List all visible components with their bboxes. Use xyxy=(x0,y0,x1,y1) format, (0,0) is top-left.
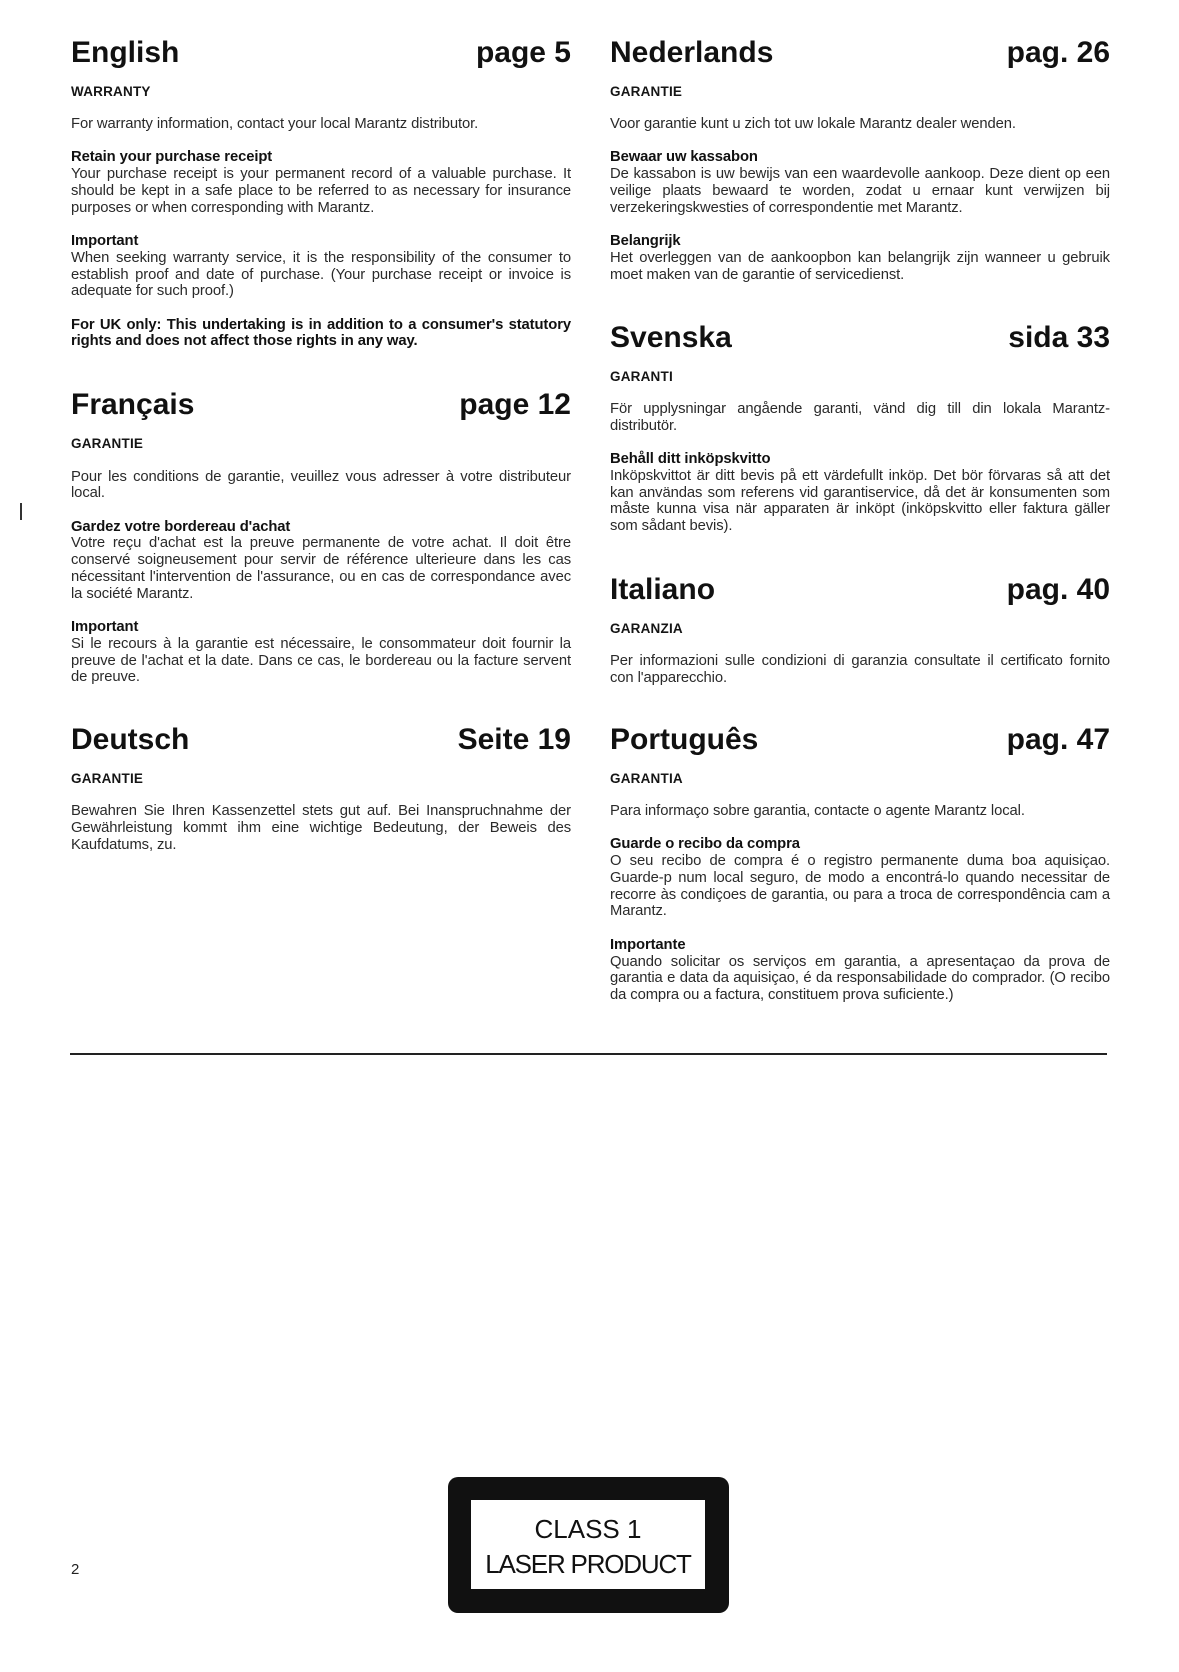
laser-class-text: CLASS 1 xyxy=(534,1514,642,1544)
paragraph xyxy=(71,519,571,603)
paragraph xyxy=(71,469,571,503)
section-subtitle: GARANZIA xyxy=(610,620,683,636)
language-title: Italiano xyxy=(610,572,716,606)
paragraph-text: Voor garantie kunt u zich tot uw lokale Marantz dealer wenden. xyxy=(610,116,1016,132)
language-title: Nederlands xyxy=(610,35,774,69)
section-heading xyxy=(71,388,571,422)
paragraph-title: Behåll ditt inköpskvitto xyxy=(610,451,771,468)
page-reference: Seite 19 xyxy=(457,722,571,756)
page-reference: page 12 xyxy=(459,388,571,421)
paragraph-text: Het overleggen van de aankoopbon kan belangrijk zijn wanneer u gebruik moet maken van de garantie of servicedienst. xyxy=(610,249,1110,283)
uk-notice xyxy=(71,317,571,351)
paragraph-text: För upplysningar angående garanti, vänd dig till din lokala Marantz-distributör. xyxy=(610,401,1110,434)
language-title: Svenska xyxy=(610,320,732,354)
paragraph-title: Belangrijk xyxy=(610,232,681,249)
section-heading xyxy=(71,723,571,757)
language-title: Deutsch xyxy=(71,722,190,756)
paragraph xyxy=(610,937,1110,1004)
laser-class-label xyxy=(448,1477,729,1613)
paragraph xyxy=(71,619,571,686)
scan-mark xyxy=(20,503,22,520)
section-portugues xyxy=(610,723,1110,1004)
paragraph-text: Quando solicitar os serviços em garantia, a apresentaçao da prova de garantia e data da aquisiçao, é da responsabilidade do comprador. (O recibo da compra ou a factura, constituem prova suficiente.) xyxy=(610,953,1110,1004)
section-francais xyxy=(71,388,571,686)
paragraph-text: Per informazioni sulle condizioni di garanzia consultate il certificato fornito con l'apparecchio. xyxy=(610,653,1110,686)
paragraph-text: De kassabon is uw bewijs van een waardevolle aankoop. Deze dient op een veilige plaats bewaard te worden, zodat u ernaar kunt verwijzen bij verzekeringskwesties of correspondentie met Marantz. xyxy=(610,166,1110,216)
section-english xyxy=(71,36,571,351)
section-subtitle: GARANTI xyxy=(610,368,673,384)
page-reference: pag. 40 xyxy=(1006,572,1110,606)
paragraph xyxy=(610,401,1110,435)
paragraph xyxy=(610,116,1110,133)
paragraph-text: Para informaço sobre garantia, contacte o agente Marantz local. xyxy=(610,803,1025,819)
paragraph-text: Inköpskvittot är ditt bevis på ett värdefullt inköp. Det bör förvaras så att det kan användas som referens vid garantiservice, då det är konsumenten som måste kunna visa när apparaten är inköpt (inköpskvitto eller faktura gäller som sådant bevis). xyxy=(610,467,1110,535)
page-number: 2 xyxy=(71,1561,80,1578)
horizontal-divider xyxy=(70,1053,1107,1055)
section-heading xyxy=(610,321,1110,355)
paragraph-text: Pour les conditions de garantie, veuillez vous adresser à votre distributeur local. xyxy=(71,468,571,502)
section-heading xyxy=(610,573,1110,607)
paragraph-text: When seeking warranty service, it is the responsibility of the consumer to establish proof and date of purchase. (Your purchase receipt or invoice is adequate for such proof.) xyxy=(71,249,571,300)
paragraph-text: O seu recibo de compra é o registro permanente duma boa aquisiçao. Guarde-p num local seguro, de modo a encontrá-lo quando necessitar de recorre às condiçoes de garantia, ou para a troca de correspondência cam a Marantz. xyxy=(610,853,1110,920)
paragraph-title: Bewaar uw kassabon xyxy=(610,149,758,166)
paragraph-title: Important xyxy=(71,232,139,249)
paragraph xyxy=(71,233,571,300)
paragraph-title: Guarde o recibo da compra xyxy=(610,836,800,853)
paragraph-text: Your purchase receipt is your permanent record of a valuable purchase. It should be kept in a safe place to be referred to as necessary for insurance purposes or when corresponding with Marantz. xyxy=(71,166,571,216)
section-deutsch xyxy=(71,723,571,854)
paragraph xyxy=(610,451,1110,535)
paragraph xyxy=(610,803,1110,820)
section-heading xyxy=(71,36,571,70)
paragraph-title: Important xyxy=(71,619,139,636)
paragraph-title: Retain your purchase receipt xyxy=(71,149,273,166)
paragraph xyxy=(71,149,571,216)
section-heading xyxy=(610,36,1110,70)
page-reference: pag. 47 xyxy=(1006,722,1110,756)
section-subtitle: GARANTIE xyxy=(71,770,144,786)
paragraph-title: Gardez votre bordereau d'achat xyxy=(71,518,291,535)
paragraph-text: Votre reçu d'achat est la preuve permanente de votre achat. Il doit être conservé soigneusement pour servir de référence ulterieure dans les cas nécessitant l'intervention de l'assurance, ou en cas de correspondance avec la société Marantz. xyxy=(71,535,571,602)
paragraph-title: Importante xyxy=(610,936,686,953)
laser-product-text: LASER PRODUCT xyxy=(485,1549,691,1579)
section-subtitle: WARRANTY xyxy=(71,83,151,99)
section-italiano xyxy=(610,573,1110,687)
paragraph xyxy=(610,233,1110,283)
paragraph-text: For UK only: This undertaking is in addition to a consumer's statutory rights and does not affect those rights in any way. xyxy=(71,316,571,350)
language-title: Português xyxy=(610,722,759,756)
paragraph-text: Si le recours à la garantie est nécessaire, le consommateur doit fournir la preuve de l'achat et la date. Dans ce cas, le bordereau ou la facture servent de preuve. xyxy=(71,635,571,686)
paragraph-text: Bewahren Sie Ihren Kassenzettel stets gut auf. Bei Inanspruchnahme der Gewährleistung kommt ihm eine wichtige Bedeutung, der Beweis des Kaufdatums, zu. xyxy=(71,803,571,853)
page-reference: sida 33 xyxy=(1008,320,1110,354)
language-title: English xyxy=(71,35,180,69)
paragraph xyxy=(71,116,571,133)
paragraph xyxy=(610,653,1110,687)
paragraph xyxy=(610,836,1110,920)
section-heading xyxy=(610,723,1110,757)
section-subtitle: GARANTIE xyxy=(610,83,683,99)
paragraph xyxy=(610,149,1110,216)
language-title: Français xyxy=(71,388,195,421)
paragraph-text: For warranty information, contact your local Marantz distributor. xyxy=(71,116,479,132)
page-reference: pag. 26 xyxy=(1006,35,1110,69)
section-subtitle: GARANTIE xyxy=(71,436,144,451)
section-svenska xyxy=(610,321,1110,536)
laser-label-panel xyxy=(471,1500,705,1589)
section-nederlands xyxy=(610,36,1110,284)
page-reference: page 5 xyxy=(475,35,571,69)
section-subtitle: GARANTIA xyxy=(610,770,683,786)
paragraph xyxy=(71,803,571,853)
